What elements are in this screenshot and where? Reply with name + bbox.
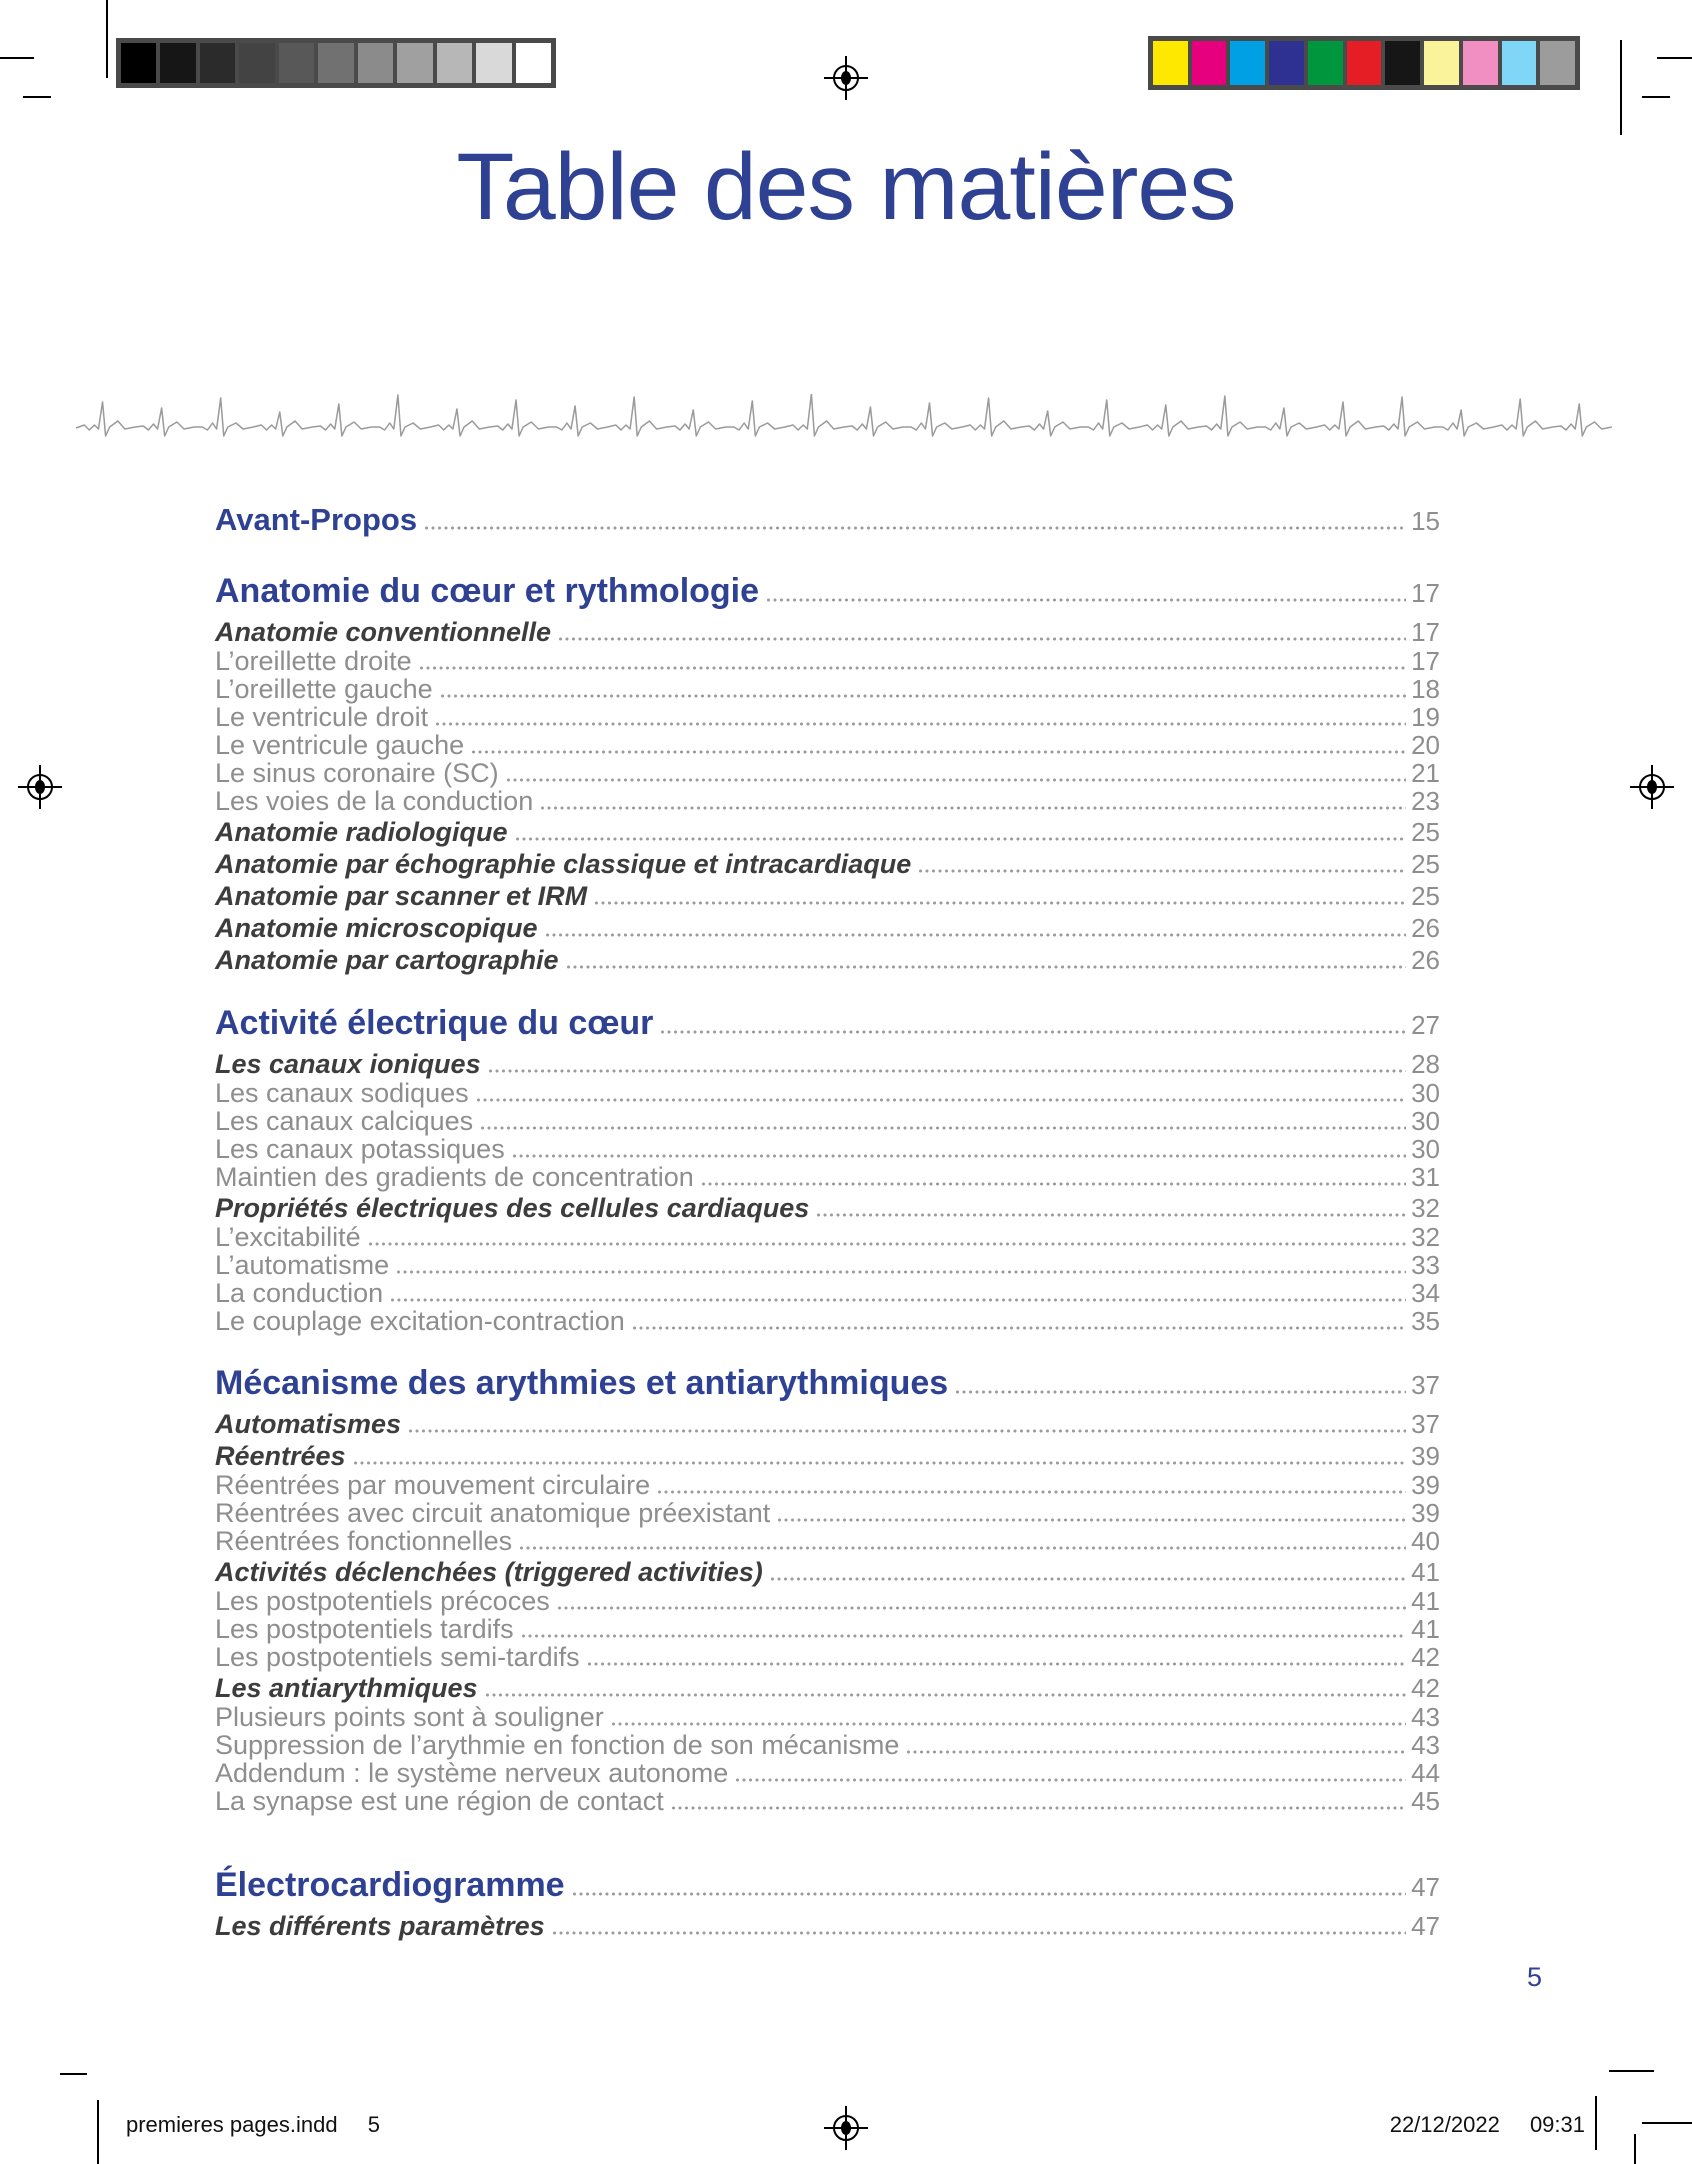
- toc-entry-label: Activités déclenchées (triggered activities): [215, 1557, 763, 1587]
- toc-entry-page: 34: [1411, 1278, 1440, 1308]
- crop-mark: [97, 2100, 99, 2164]
- calibration-swatch: [1385, 41, 1420, 85]
- toc-entry-label: L’excitabilité: [215, 1222, 361, 1252]
- toc-entry-label: Anatomie conventionnelle: [215, 617, 552, 647]
- toc-entry[interactable]: [215, 1410, 1440, 1439]
- toc-entry[interactable]: [215, 1050, 1440, 1079]
- footer-file-page: 5: [367, 2112, 380, 2137]
- toc-entry[interactable]: [215, 1527, 1440, 1555]
- leader-dots: [588, 1662, 1406, 1666]
- toc-entry-page: 43: [1411, 1702, 1440, 1732]
- leader-dots: [546, 933, 1407, 937]
- leader-dots: [559, 637, 1406, 641]
- toc-entry-page: 17: [1411, 578, 1440, 608]
- registration-mark-icon: [1630, 765, 1674, 809]
- leader-dots: [567, 965, 1407, 969]
- toc-entry-page: 31: [1411, 1162, 1440, 1192]
- toc-entry-label: L’automatisme: [215, 1250, 390, 1280]
- toc-entry[interactable]: [215, 850, 1440, 879]
- leader-dots: [397, 1270, 1406, 1274]
- leader-dots: [409, 1429, 1406, 1433]
- toc-entry[interactable]: [215, 1471, 1440, 1499]
- toc-entry[interactable]: [215, 1615, 1440, 1643]
- crop-mark: [1620, 40, 1622, 135]
- toc-entry-label: Mécanisme des arythmies et antiarythmiques: [215, 1364, 949, 1402]
- toc-entry-page: 23: [1411, 786, 1440, 816]
- leader-dots: [595, 901, 1406, 905]
- calibration-swatch: [1269, 41, 1304, 85]
- leader-dots: [513, 1154, 1406, 1158]
- toc-entry[interactable]: [215, 1307, 1440, 1335]
- leader-dots: [658, 1490, 1406, 1494]
- leader-dots: [436, 722, 1406, 726]
- leader-dots: [661, 1030, 1406, 1034]
- leader-dots: [573, 1892, 1406, 1896]
- toc-entry-page: 25: [1411, 817, 1440, 847]
- toc-entry-label: Réentrées: [215, 1441, 346, 1471]
- crop-mark: [1634, 2134, 1636, 2164]
- toc-entry-page: 28: [1411, 1049, 1440, 1079]
- calibration-swatch: [1230, 41, 1265, 85]
- toc-entry[interactable]: [215, 618, 1440, 647]
- leader-dots: [354, 1461, 1407, 1465]
- calibration-swatch: [160, 43, 195, 83]
- toc-entry[interactable]: [215, 1251, 1440, 1279]
- leader-dots: [907, 1750, 1406, 1754]
- toc-entry[interactable]: [215, 1279, 1440, 1307]
- crop-mark: [1609, 2070, 1654, 2072]
- toc-entry[interactable]: [215, 1194, 1440, 1223]
- calibration-swatch: [358, 43, 393, 83]
- toc-entry-page: 42: [1411, 1673, 1440, 1703]
- footer-slug: [126, 2112, 380, 2138]
- toc-entry-page: 32: [1411, 1222, 1440, 1252]
- leader-dots: [767, 598, 1406, 602]
- color-calibration-bar: [1148, 36, 1580, 90]
- calibration-swatch: [1463, 41, 1498, 85]
- leader-dots: [702, 1182, 1406, 1186]
- leader-dots: [672, 1806, 1406, 1810]
- toc-entry-label: Réentrées par mouvement circulaire: [215, 1470, 651, 1500]
- calibration-swatch: [397, 43, 432, 83]
- toc-entry-page: 39: [1411, 1441, 1440, 1471]
- toc-entry[interactable]: [215, 498, 1440, 543]
- toc-entry-page: 17: [1411, 617, 1440, 647]
- toc-entry[interactable]: [215, 818, 1440, 847]
- leader-dots: [778, 1518, 1406, 1522]
- toc-entry-page: 47: [1411, 1911, 1440, 1941]
- toc-entry[interactable]: [215, 1759, 1440, 1787]
- toc-entry-label: Les postpotentiels semi-tardifs: [215, 1642, 580, 1672]
- leader-dots: [522, 1634, 1406, 1638]
- leader-dots: [520, 1546, 1406, 1550]
- toc-entry-label: Les postpotentiels précoces: [215, 1586, 550, 1616]
- toc-entry-label: Anatomie par cartographie: [215, 945, 559, 975]
- toc-entry[interactable]: [215, 914, 1440, 943]
- toc-list: [215, 498, 1440, 1941]
- toc-entry-label: Avant-Propos: [215, 502, 418, 537]
- toc-entry[interactable]: [215, 1361, 1440, 1407]
- toc-entry-label: Plusieurs points sont à souligner: [215, 1702, 604, 1732]
- toc-entry-page: 41: [1411, 1586, 1440, 1616]
- leader-dots: [553, 1931, 1406, 1935]
- toc-entry-page: 39: [1411, 1470, 1440, 1500]
- leader-dots: [919, 869, 1406, 873]
- leader-dots: [558, 1606, 1406, 1610]
- leader-dots: [477, 1098, 1406, 1102]
- toc-entry-page: 41: [1411, 1557, 1440, 1587]
- calibration-swatch: [318, 43, 353, 83]
- toc-entry-label: Anatomie par scanner et IRM: [215, 881, 588, 911]
- registration-mark-icon: [18, 765, 62, 809]
- calibration-swatch: [1502, 41, 1537, 85]
- footer-time: 09:31: [1529, 2112, 1585, 2137]
- toc-entry-page: 26: [1411, 945, 1440, 975]
- toc-entry-label: Automatismes: [215, 1409, 402, 1439]
- toc-entry-page: 33: [1411, 1250, 1440, 1280]
- toc-entry[interactable]: [215, 1863, 1440, 1909]
- toc-entry[interactable]: [215, 1731, 1440, 1759]
- toc-entry-label: Le ventricule droit: [215, 702, 429, 732]
- leader-dots: [391, 1298, 1406, 1302]
- crop-mark: [1657, 57, 1692, 59]
- folio-page-number: 5: [1526, 1962, 1542, 1992]
- calibration-swatch: [200, 43, 235, 83]
- toc-entry[interactable]: [215, 1587, 1440, 1615]
- toc-entry-page: 27: [1411, 1010, 1440, 1040]
- leader-dots: [956, 1390, 1406, 1394]
- crop-mark: [106, 0, 108, 78]
- registration-mark-icon: [824, 56, 868, 100]
- crop-mark: [1642, 96, 1670, 98]
- leader-dots: [541, 806, 1406, 810]
- footer-date: 22/12/2022: [1389, 2112, 1500, 2137]
- crop-mark: [1642, 2122, 1692, 2124]
- calibration-swatch: [121, 43, 156, 83]
- toc-entry-page: 25: [1411, 849, 1440, 879]
- toc-entry-label: Les antiarythmiques: [215, 1673, 478, 1703]
- toc-entry-label: Réentrées fonctionnelles: [215, 1526, 513, 1556]
- toc-entry-page: 32: [1411, 1193, 1440, 1223]
- leader-dots: [736, 1778, 1406, 1782]
- toc-entry-page: 30: [1411, 1134, 1440, 1164]
- toc-entry[interactable]: [215, 1499, 1440, 1527]
- toc-entry-label: Les canaux potassiques: [215, 1134, 505, 1164]
- calibration-swatch: [516, 43, 551, 83]
- toc-entry-page: 43: [1411, 1730, 1440, 1760]
- toc-entry[interactable]: [215, 1001, 1440, 1047]
- toc-entry[interactable]: [215, 1223, 1440, 1251]
- toc-entry-page: 47: [1411, 1872, 1440, 1902]
- leader-dots: [420, 666, 1406, 670]
- footer-datetime: [1390, 2112, 1585, 2138]
- toc-entry[interactable]: [215, 1079, 1440, 1107]
- toc-entry-page: 26: [1411, 913, 1440, 943]
- leader-dots: [481, 1126, 1406, 1130]
- toc-entry-page: 15: [1411, 506, 1440, 536]
- crop-mark: [60, 2073, 87, 2075]
- calibration-swatch: [476, 43, 511, 83]
- crop-mark: [1595, 2096, 1597, 2150]
- footer-file-name: premieres pages.indd: [126, 2112, 338, 2137]
- toc-entry[interactable]: [215, 1787, 1440, 1815]
- toc-entry-page: 21: [1411, 758, 1440, 788]
- toc-entry[interactable]: [215, 703, 1440, 731]
- toc-entry-label: Les différents paramètres: [215, 1911, 545, 1941]
- calibration-swatch: [1540, 41, 1575, 85]
- toc-entry-label: Le sinus coronaire (SC): [215, 758, 499, 788]
- toc-entry-page: 35: [1411, 1306, 1440, 1336]
- toc-entry[interactable]: [215, 731, 1440, 759]
- toc-entry[interactable]: [215, 787, 1440, 815]
- toc-entry[interactable]: [215, 882, 1440, 911]
- toc-entry-page: 39: [1411, 1498, 1440, 1528]
- leader-dots: [771, 1577, 1406, 1581]
- leader-dots: [486, 1693, 1407, 1697]
- toc-entry-page: 19: [1411, 702, 1440, 732]
- calibration-swatch: [279, 43, 314, 83]
- toc-entry[interactable]: [215, 946, 1440, 975]
- leader-dots: [472, 750, 1406, 754]
- calibration-swatch: [1424, 41, 1459, 85]
- toc-entry-page: 44: [1411, 1758, 1440, 1788]
- leader-dots: [633, 1326, 1406, 1330]
- toc-entry-label: Le couplage excitation-contraction: [215, 1306, 625, 1336]
- toc-entry-page: 30: [1411, 1078, 1440, 1108]
- toc-entry-label: Activité électrique du cœur: [215, 1004, 654, 1042]
- leader-dots: [369, 1242, 1406, 1246]
- toc-entry-page: 37: [1411, 1409, 1440, 1439]
- toc-entry-page: 45: [1411, 1786, 1440, 1816]
- toc-entry[interactable]: [215, 759, 1440, 787]
- calibration-swatch: [1153, 41, 1188, 85]
- toc-entry[interactable]: [215, 1912, 1440, 1941]
- toc-entry[interactable]: [215, 1107, 1440, 1135]
- toc-entry-page: 30: [1411, 1106, 1440, 1136]
- toc-entry[interactable]: [215, 1643, 1440, 1671]
- ecg-trace-decoration: [72, 394, 1620, 442]
- toc-entry-label: Les voies de la conduction: [215, 786, 534, 816]
- toc-entry-label: La synapse est une région de contact: [215, 1786, 664, 1816]
- toc-entry-label: Addendum : le système nerveux autonome: [215, 1758, 729, 1788]
- calibration-swatch: [1308, 41, 1343, 85]
- toc-entry[interactable]: [215, 569, 1440, 615]
- toc-entry[interactable]: [215, 1703, 1440, 1731]
- leader-dots: [489, 1069, 1406, 1073]
- leader-dots: [507, 778, 1406, 782]
- toc-entry[interactable]: [215, 1442, 1440, 1471]
- toc-entry[interactable]: [215, 675, 1440, 703]
- calibration-swatch: [437, 43, 472, 83]
- calibration-swatch: [239, 43, 274, 83]
- leader-dots: [425, 526, 1406, 530]
- toc-entry-page: 17: [1411, 646, 1440, 676]
- toc-entry[interactable]: [215, 647, 1440, 675]
- toc-entry-label: Anatomie radiologique: [215, 817, 508, 847]
- registration-mark-icon: [824, 2106, 868, 2150]
- toc-entry[interactable]: [215, 1135, 1440, 1163]
- toc-entry-page: 41: [1411, 1614, 1440, 1644]
- toc-entry-page: 37: [1411, 1370, 1440, 1400]
- toc-entry-label: L’oreillette gauche: [215, 674, 433, 704]
- toc-entry-label: Propriétés électriques des cellules cardiaques: [215, 1193, 810, 1223]
- toc-entry-label: La conduction: [215, 1278, 384, 1308]
- grayscale-calibration-bar: [116, 38, 556, 88]
- crop-mark: [23, 96, 51, 98]
- toc-entry-label: L’oreillette droite: [215, 646, 412, 676]
- toc-entry-label: Les canaux sodiques: [215, 1078, 469, 1108]
- leader-dots: [441, 694, 1406, 698]
- toc-entry-label: Le ventricule gauche: [215, 730, 465, 760]
- toc-entry-page: 40: [1411, 1526, 1440, 1556]
- toc-entry[interactable]: [215, 1163, 1440, 1191]
- toc-entry-label: Anatomie du cœur et rythmologie: [215, 572, 760, 610]
- leader-dots: [516, 837, 1407, 841]
- leader-dots: [817, 1213, 1406, 1217]
- toc-entry[interactable]: [215, 1558, 1440, 1587]
- toc-entry[interactable]: [215, 1674, 1440, 1703]
- toc-entry-label: Les postpotentiels tardifs: [215, 1614, 514, 1644]
- toc-entry-label: Les canaux calciques: [215, 1106, 474, 1136]
- crop-mark: [0, 57, 34, 59]
- toc-entry-label: Anatomie par échographie classique et intracardiaque: [215, 849, 912, 879]
- leader-dots: [612, 1722, 1406, 1726]
- toc-entry-label: Suppression de l’arythmie en fonction de son mécanisme: [215, 1730, 900, 1760]
- toc-entry-page: 18: [1411, 674, 1440, 704]
- toc-entry-label: Anatomie microscopique: [215, 913, 538, 943]
- toc-entry-page: 20: [1411, 730, 1440, 760]
- toc-entry-label: Maintien des gradients de concentration: [215, 1162, 694, 1192]
- toc-entry-label: Les canaux ioniques: [215, 1049, 481, 1079]
- toc-entry-label: Électrocardiogramme: [215, 1866, 565, 1904]
- page-title: Table des matières: [456, 134, 1236, 240]
- calibration-swatch: [1192, 41, 1227, 85]
- toc-entry-page: 42: [1411, 1642, 1440, 1672]
- calibration-swatch: [1347, 41, 1382, 85]
- toc-entry-label: Réentrées avec circuit anatomique préexistant: [215, 1498, 771, 1528]
- toc-entry-page: 25: [1411, 881, 1440, 911]
